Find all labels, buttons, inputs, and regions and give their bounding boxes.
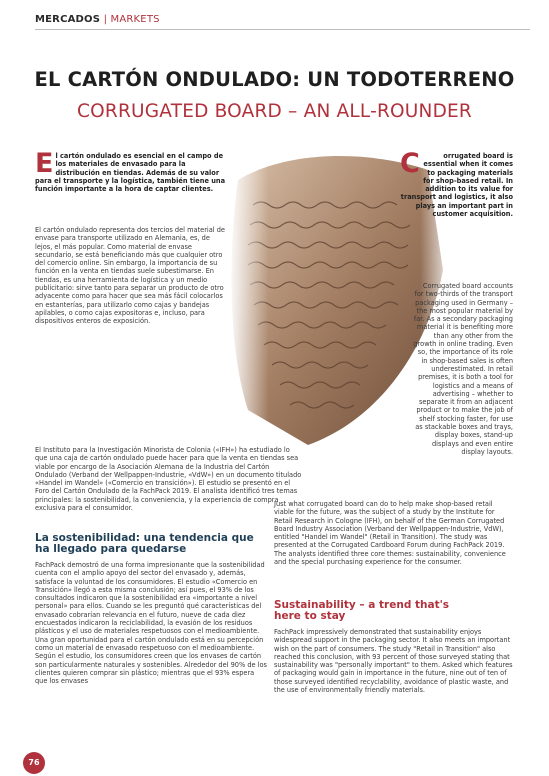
spanish-paragraph-2: El Instituto para la Investigación Minorista de Colonia («IFH») ha estudiado lo que una caja de cartón ondulado puede hacer para que la venta en tiendas sea viable por encargo de la Asociación Alemana de la Industria del Cartón Ondulado (Verband der Wellpappen-Industrie, «VdW») en un documento titulado «Handel im Wandel» («Comercio en transición»). El estudio se presentó en el Foro del Cartón Ondulado de la FachPack 2019. El analista identificó tres temas principales: la sostenibilidad, la conveniencia, y la experiencia de compra exclusiva para el consumidor. <box>35 446 302 513</box>
spanish-body-3 <box>35 561 267 685</box>
spanish-subheading: La sostenibilidad: una tendencia que ha llegado para quedarse <box>35 532 254 555</box>
header-separator: | <box>103 14 108 25</box>
header-rule <box>35 29 530 30</box>
spanish-body-2 <box>35 446 303 512</box>
english-lead <box>400 148 513 219</box>
english-paragraph-3: FachPack impressively demonstrated that sustainability enjoys widespread support in the packaging sector. It also meets an important wish on the part of consumers. The study "Retail in Transition" also reached this conclusion, with 93 percent of those surveyed stating that sustainability was "personally important" to them. Asked which features of packaging would gain in importance in the future, nine out of ten of those surveyed identified recyclability, avoidance of plastic waste, and the use of environmentally friendly materials. <box>274 628 513 695</box>
english-lead-text: orrugated board is essential when it comes to packaging materials for shop-based retail. In addition to its value for transport and logistics, it also plays an important part in customer acquisition. <box>400 152 513 219</box>
english-paragraph-1: Corrugated board accounts for two-thirds of the transport packaging used in Germany – the most popular material by far. As a secondary packaging material it is benefiting more than any other from the growth in online trading. Even so, the importance of its role in shop-based sales is often underestimated. In retail premises, it is both a tool for logistics and a means of advertising – whether to separate it from an adjacent product or to make the job of shelf stocking faster, for use as stackable boxes and trays, display boxes, stand-up displays and even entire display layouts. <box>413 282 513 456</box>
section-es: MERCADOS <box>35 14 101 25</box>
english-body-3 <box>274 628 513 694</box>
title-english: CORRUGATED BOARD – AN ALL-ROUNDER <box>77 101 472 122</box>
english-paragraph-2: Just what corrugated board can do to help make shop-based retail viable for the future, was the subject of a study by the Institute for Retail Research in Cologne (IFH), on behalf of the German Corrugated Board Industry Association (Verband der Wellpappen-Industrie, VdW), entitled "Handel im Wandel" (Retail in Transition). The study was presented at the Corrugated Cardboard Forum during FachPack 2019. The analysts identified three core themes: sustainability, convenience and the special purchasing experience for the consumer. <box>274 500 506 567</box>
spanish-body-1 <box>35 226 225 326</box>
spanish-intro <box>35 148 232 194</box>
english-intro <box>400 148 513 219</box>
english-body-2 <box>274 500 513 566</box>
english-body-1 <box>412 282 513 456</box>
english-dropcap: C <box>400 148 420 179</box>
spanish-paragraph-4: Una gran oportunidad para el cartón ondulado está en su percepción como un material de envasado respetuoso con el medioambiente. Según el estudio, los consumidores creen que los envases de cartón son particularmente naturales y sostenibles. Alrededor del 90% de los clientes quieren comprar sin plástico; mientras que el 93% espera que los envases <box>35 635 267 686</box>
spanish-paragraph-3: FachPack demostró de una forma impresionante que la sostenibilidad cuenta con el amplio apoyo del sector del envasado y, además, satisface la voluntad de los consumidores. El estudio «Comercio en Transición» llegó a esta misma conclusión; así pues, el 93% de los consultados indicaron que la sostenibilidad era «importante a nivel personal» para ellos. Cuando se les preguntó qué características del envasado cobrarían relevancia en el futuro, nueve de cada diez encuestados indicaron la reciclabilidad, la evasión de los residuos plásticos y el uso de materiales respetuosos con el medioambiente. <box>35 561 265 636</box>
spanish-dropcap: E <box>35 148 54 179</box>
spanish-paragraph-1: El cartón ondulado representa dos tercios del material de envase para transporte utilizado en Alemania, es, de lejos, el más popular. Como material de envase secundario, se está beneficiando más que cualquier otro del comercio online. Sin embargo, la importancia de su función en la venta en tiendas suele subestimarse. En tiendas, es una herramienta de logística y un medio publicitario: sirve tanto para separar un producto de otro adyacente como para hacer que sea más fácil colocarlos en estanterías, para utilizarlo como cajas y bandejas apilables, o como cajas expositoras e, incluso, para dispositivos enteros de exposición. <box>35 226 225 326</box>
english-subheading: Sustainability – a trend that's here to stay <box>274 599 450 622</box>
spanish-lead-text: l cartón ondulado es esencial en el campo de los materiales de envasado para la distribución en tiendas. Además de su valor para el transporte y la logística, también tiene una función importante a la hora de captar clientes. <box>35 152 226 194</box>
title-spanish: EL CARTÓN ONDULADO: UN TODOTERRENO <box>34 68 515 91</box>
spanish-lead <box>35 148 232 194</box>
section-en: MARKETS <box>110 14 160 25</box>
section-header <box>35 14 160 25</box>
page-number: 76 <box>23 752 45 774</box>
